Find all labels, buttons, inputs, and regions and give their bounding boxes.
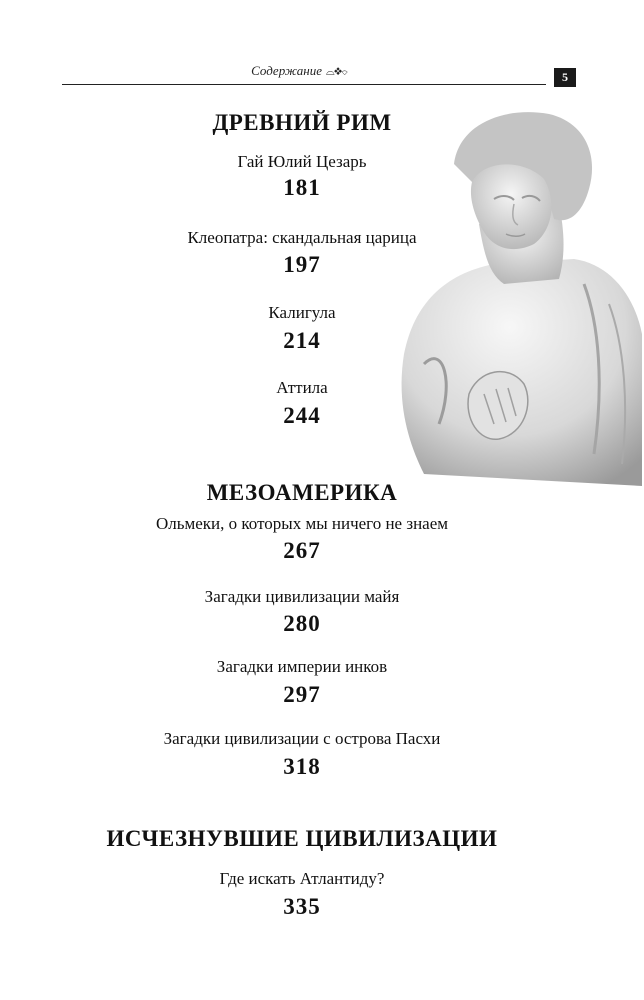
page-number-badge: 5 (554, 68, 576, 87)
running-header (0, 63, 598, 79)
toc-entry-title: Гай Юлий Цезарь (237, 152, 367, 171)
ornament-icon: ⌓❖⌔ (326, 66, 347, 78)
section-title: ИСЧЕЗНУВШИЕ ЦИВИЛИЗАЦИИ (106, 826, 498, 851)
toc-entry-page: 214 (283, 328, 321, 353)
section-title: ДРЕВНИЙ РИМ (212, 110, 392, 135)
toc-entry-title: Калигула (268, 303, 336, 322)
toc-entry-title: Аттила (276, 378, 328, 397)
toc-entry-title: Загадки цивилизации майя (204, 587, 400, 606)
toc-entry-title: Загадки цивилизации с острова Пасхи (163, 729, 441, 748)
toc-entry-page: 267 (283, 538, 321, 563)
header-divider (62, 84, 546, 85)
toc-entry-title: Клеопатра: скандальная царица (187, 228, 417, 247)
toc-entry-page: 335 (283, 894, 321, 919)
running-title: Содержание (251, 63, 323, 78)
toc-entry-page: 297 (283, 682, 321, 707)
toc-entry-title: Ольмеки, о которых мы ничего не знаем (155, 514, 449, 533)
toc-entry-page: 181 (283, 175, 321, 200)
toc-entry-title: Где искать Атлантиду? (219, 869, 385, 888)
toc-entry-page: 318 (283, 754, 321, 779)
toc-entry-page: 197 (283, 252, 321, 277)
toc-entry-title: Загадки империи инков (216, 657, 388, 676)
toc-entry-page: 280 (283, 611, 321, 636)
toc-entry-page: 244 (283, 403, 321, 428)
section-title: МЕЗОАМЕРИКА (206, 480, 398, 505)
